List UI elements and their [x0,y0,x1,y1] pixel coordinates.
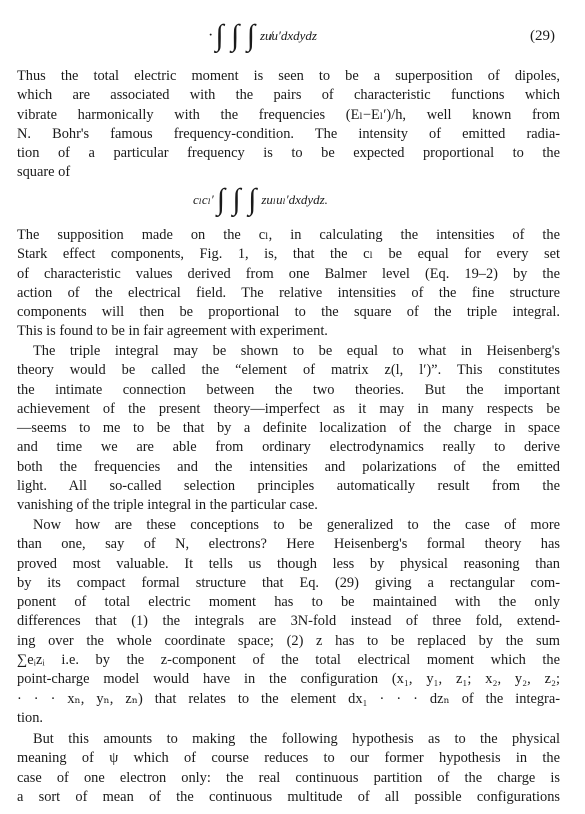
equation-29-lead: · [208,27,214,44]
text-line: by its compact formal structure that Eq. (29) giving a rectangular com- [17,574,560,591]
text-line: square of [17,164,71,181]
text-line: ing over the whole coordinate space; (2) z has to be replaced by the sum [17,632,560,649]
paragraph-2 [17,226,560,342]
text-line: Now how are these conceptions to be generalized to the case of more [33,517,560,533]
text-line: The triple integral may be shown to be equal to what in Heisenberg's [33,343,560,359]
triple-integral-sign: ∫ ∫ ∫ [215,19,255,52]
text-line: of characteristic values derived from one Balmer level (Eq. 19–2) by the [17,265,560,282]
equation-29 [0,18,585,58]
equation-29-integrand: zu̸u′dxdydz [259,28,317,43]
paragraph-3 [17,342,560,516]
equation-square-integrand: zuₗuₗ′dxdydz. [261,192,328,207]
text-line: meaning of ψ which of course reduces to our former hypothesis in the [17,750,560,767]
text-line: This is found to be in fair agreement with experiment. [17,323,328,340]
text-line: theory would be called the “element of matrix z(l, l′)”. This constitutes [17,362,560,379]
paragraph-5 [17,730,560,807]
text-line: Thus the total electric moment is seen to be a superposition of dipoles, [17,68,560,84]
text-line: —seems to me to be that by a definite localization of the charge in space [17,420,560,437]
paragraph-4 [17,516,560,728]
text-line: light. All so-called selection principles automatically result from the [17,478,560,495]
text-line: the intimate connection between the two theories. But the important [17,381,560,398]
text-line: N. Bohr's famous frequency-condition. The intensity of emitted radia- [17,125,560,142]
text-line: tion of a particular frequency is to be expected proportional to the [17,145,560,162]
text-line: achievement of the present theory—imperfect as it may in many respects be [17,400,560,417]
text-line: vanishing of the triple integral in the particular case. [17,497,318,514]
text-line: proved most valuable. It tells us though less by physical reasoning than [17,555,560,572]
text-line: ponent of total electric moment has to be maintained with the only [17,594,560,611]
text-line: than one, say of N, electrons? Here Heisenberg's formal theory has [17,536,560,553]
text-line: vibrate harmonically with the frequencies (Eₗ−Eₗ′)/h, well known from [17,106,560,123]
text-line: both the frequencies and the intensities and polarizations of the emitted [17,458,560,475]
text-line: differences that (1) the integrals are 3N-fold instead of three fold, extend- [17,613,560,630]
text-line: But this amounts to making the following hypothesis as to the physical [33,731,560,747]
text-line: tion. [17,709,43,726]
text-line: which are associated with the pairs of characteristic functions which [17,87,560,104]
triple-integral-sign: ∫ ∫ ∫ [216,183,257,216]
text-line: components will then be proportional to the square of the triple integral. [17,304,560,321]
text-line: and time we are able from ordinary electrodynamics really to derive [17,439,560,456]
text-line: a sort of mean of the continuous multitude of all possible configurations [17,788,560,805]
text-line: Stark effect components, Fig. 1, is, that the cₗ be equal for every set [17,246,560,263]
equation-number: (29) [530,28,555,44]
text-line: case of one electron only: the real continuous partition of the charge is [17,769,560,786]
text-line: ∑eᵢzᵢ i.e. by the z-component of the total electrical moment which the [17,652,560,669]
text-line: · · · xₙ, yₙ, zₙ) that relates to the element dx₁ · · · dzₙ of the integra- [17,690,560,707]
paragraph-1 [17,67,560,183]
text-line: action of the electrical field. The relative intensities of the fine structure [17,284,560,301]
equation-square [0,182,585,222]
text-line: The supposition made on the cₗ, in calculating the intensities of the [17,227,560,243]
equation-coefficient: cₗcₗ′ [193,192,214,207]
text-line: point-charge model would have in the configuration (x₁, y₁, z₁; x₂, y₂, z₂; [17,671,560,688]
